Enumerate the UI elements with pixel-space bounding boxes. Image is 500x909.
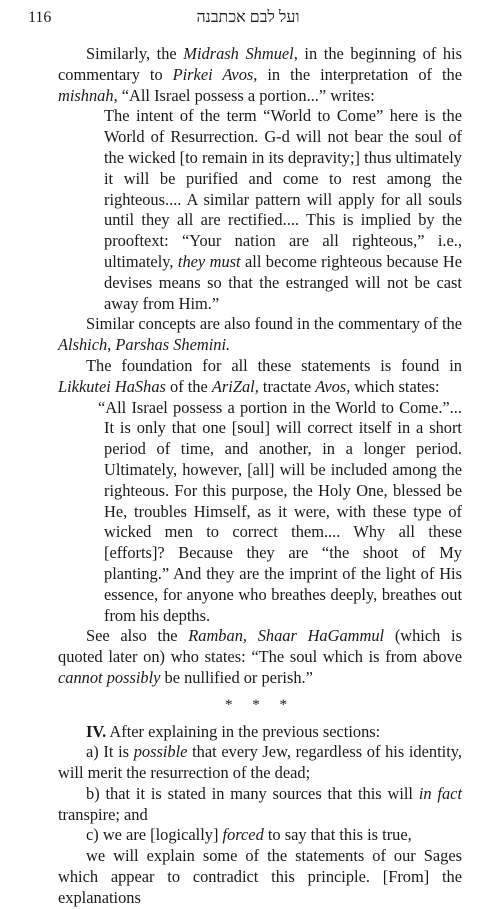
a-run-1: possible [133, 742, 188, 762]
p3-run-5: Avos, [315, 376, 351, 396]
page-header [28, 9, 468, 33]
section-label: IV. [86, 721, 107, 741]
q2-run-0: “All Israel possess a portion in the World to Come.”... It is only that one [soul] will correct itself in a short period of time, and another, in a longer period. Ultimately, however, [all] will be included among the righteous. For this purpose, the Holy One, blessed be He, troubles Himself, as it were, with these type of wicked men to correct them.... Why all these [efforts]? Because they are “the shoot of My planting.” And they are the imprint of the light of His essence, for anyone who breathes deeply, breathes out from his depths. [98, 397, 462, 625]
p4-run-0: See also the [86, 626, 189, 646]
p4-run-3: cannot possibly [58, 667, 161, 687]
block-quote-midrash-shmuel [104, 106, 462, 314]
p4-run-2: (which is quoted later on) who states: “The soul which is from above [58, 626, 462, 667]
p1-run-3: Pirkei Avos [172, 64, 254, 84]
p1-run-6: , “All Israel possess a portion...” writes: [113, 85, 375, 105]
c-run-2: to say that this is true, [263, 825, 412, 845]
p3-run-2: of the [165, 376, 212, 396]
p3-run-3: AriZal, [211, 376, 259, 396]
p3-run-0: The foundation for all these statements is found in [86, 355, 462, 375]
p3-run-6: which states: [350, 376, 440, 396]
p5-run-0: After explaining in the previous sections: [106, 721, 381, 741]
paragraph-continuation [58, 846, 462, 908]
page-body [58, 44, 462, 909]
p6-run-0: we will explain some of the statements of our Sages which appear to contradict this principle. [From] the explanations [58, 846, 462, 907]
paragraph-midrash-shmuel [58, 44, 462, 106]
paragraph-ramban [58, 626, 462, 688]
p1-run-4: , in the interpretation of the [253, 64, 462, 84]
q1-run-1: they must [177, 251, 241, 271]
p1-run-2: , in the beginning of his commentary to [58, 44, 462, 84]
p3-run-1: Likkutei HaShas [58, 376, 166, 396]
p3-run-4: tractate [258, 376, 316, 396]
b-run-0: b) that it is stated in many sources that this will [86, 783, 419, 803]
p2-run-1: Alshich, Parshas Shemini. [58, 335, 231, 355]
paragraph-alshich [58, 314, 462, 356]
q1-run-0: The intent of the term “World to Come” here is the World of Resurrection. G-d will not bear the soul of the wicked [to remain in its depravity;] thus ultimately it will be purified and come to rest among the righteous.... A similar pattern will apply for all souls until they all are rectified.... This is implied by the prooftext: “Your nation are all righteous,” i.e., ultimately, [104, 106, 462, 271]
section-iv-intro [58, 722, 462, 743]
p1-run-1: Midrash Shmuel [183, 44, 294, 63]
block-quote-likkutei-hashas [98, 397, 462, 627]
q1-run-2: all become righteous because He devises means so that the estranged will not be cast away from Him.” [104, 251, 462, 313]
p1-run-5: mishnah [58, 85, 114, 105]
list-item-a [58, 742, 462, 784]
p4-run-4: be nullified or perish.” [160, 667, 313, 687]
b-run-2: transpire; and [58, 804, 148, 824]
p2-run-0: Similar concepts are also found in the commentary of the [86, 314, 462, 334]
section-iv-intro-text [106, 722, 380, 741]
c-run-0: c) we are [logically] [86, 825, 223, 845]
p1-run-0: Similarly, the [86, 44, 184, 63]
a-run-0: a) It is [86, 742, 134, 762]
running-title: ועל לבם אכתבנה [196, 9, 300, 26]
a-run-2: that every Jew, regardless of his identity, will merit the resurrection of the dead; [58, 742, 462, 783]
paragraph-foundation [58, 356, 462, 398]
section-separator: * * * [225, 696, 295, 713]
list-item-b [58, 784, 462, 826]
p4-run-1: Ramban, Shaar HaGammul [188, 626, 385, 646]
c-run-1: forced [222, 825, 264, 845]
list-item-c [58, 825, 462, 846]
page-number: 116 [28, 9, 52, 26]
b-run-1: in fact [418, 783, 462, 803]
